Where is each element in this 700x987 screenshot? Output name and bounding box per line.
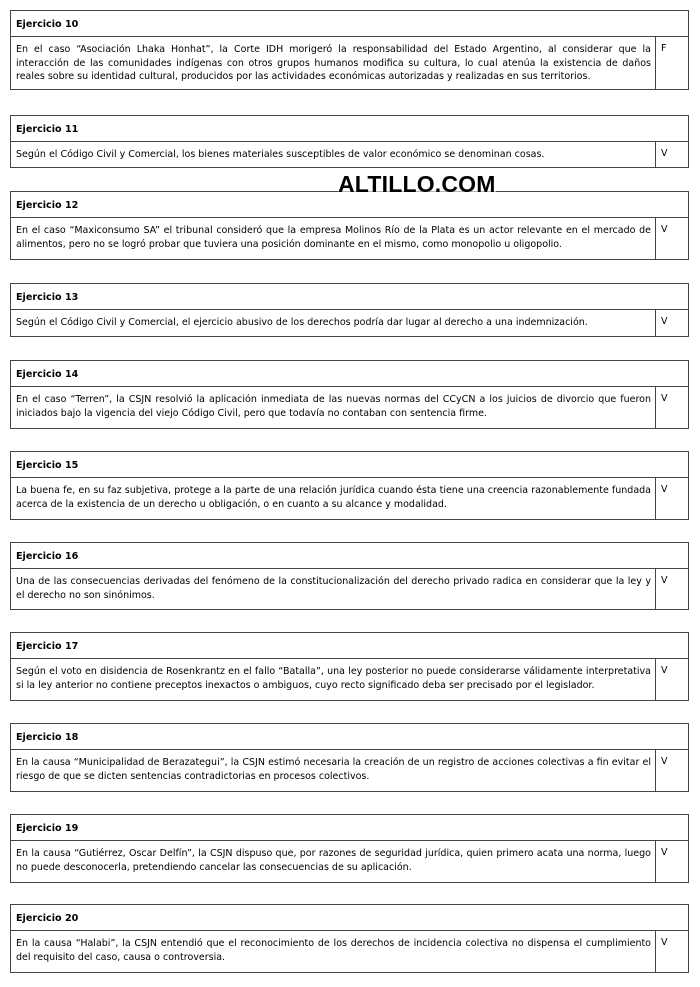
exercise-answer: V <box>661 148 668 159</box>
exercise-answer: V <box>661 756 668 767</box>
exercise-block <box>10 115 689 168</box>
exercise-block <box>10 10 689 90</box>
exercise-answer: V <box>661 393 668 404</box>
exercise-title: Ejercicio 14 <box>11 361 688 387</box>
exercise-block <box>10 723 689 792</box>
exercise-statement: En la causa “Halabi”, la CSJN entendió que el reconocimiento de los derechos de incidencia colectiva no dispensa el cumplimiento del requisito del caso, causa o controversia. <box>11 931 656 973</box>
exercise-title: Ejercicio 17 <box>11 633 688 659</box>
exercise-block <box>10 632 689 701</box>
exercise-answer: V <box>661 224 668 235</box>
exercise-title: Ejercicio 20 <box>11 905 688 931</box>
exercise-block <box>10 814 689 883</box>
exercise-statement: La buena fe, en su faz subjetiva, protege a la parte de una relación jurídica cuando ésta tiene una creencia razonablemente fundada acerca de la existencia de un derecho u obligación, o en cuanto a su alcance y modalidad. <box>11 478 656 520</box>
exercise-title: Ejercicio 18 <box>11 724 688 750</box>
exercise-block <box>10 904 689 973</box>
exercise-answer: F <box>661 43 667 54</box>
exercise-block <box>10 451 689 520</box>
exercise-answer: V <box>661 575 668 586</box>
exercise-answer: V <box>661 937 668 948</box>
watermark-text: ALTILLO.COM <box>338 171 496 197</box>
exercise-statement: En el caso “Asociación Lhaka Honhat”, la Corte IDH morigeró la responsabilidad del Estado Argentino, al considerar que la interacción de las comunidades indígenas con otros grupos humanos modifica su cultura, lo cual atenúa la existencia de daños reales sobre su identidad cultural, producidos por las actividades económicas autorizadas y realizadas en sus territorios. <box>11 37 656 90</box>
exercise-statement: Según el voto en disidencia de Rosenkrantz en el fallo “Batalla”, una ley posterior no puede considerarse válidamente interpretativa si la ley anterior no contiene preceptos inexactos o ambiguos, cuyo recto significado deba ser precisado por el legislador. <box>11 659 656 701</box>
exercise-statement: Según el Código Civil y Comercial, los bienes materiales susceptibles de valor económico se denominan cosas. <box>11 142 656 168</box>
exercise-statement: En la causa “Gutiérrez, Oscar Delfín”, la CSJN dispuso que, por razones de seguridad jurídica, quien primero acata una norma, luego no puede desconocerla, pretendiendo cancelar las consecuencias de su aplicación. <box>11 841 656 883</box>
exercise-answer: V <box>661 665 668 676</box>
exercise-title: Ejercicio 13 <box>11 284 688 310</box>
exercise-block <box>10 191 689 260</box>
exercise-title: Ejercicio 15 <box>11 452 688 478</box>
exercise-statement: En el caso “Maxiconsumo SA” el tribunal consideró que la empresa Molinos Río de la Plata es un actor relevante en el mercado de alimentos, pero no se logró probar que tuviera una posición dominante en el mismo, como monopolio u oligopolio. <box>11 218 656 260</box>
exercise-answer: V <box>661 316 668 327</box>
exercise-title: Ejercicio 12 <box>11 192 688 218</box>
exercise-title: Ejercicio 16 <box>11 543 688 569</box>
exercise-statement: En el caso “Terren”, la CSJN resolvió la aplicación inmediata de las nuevas normas del CCyCN a los juicios de divorcio que fueron iniciados bajo la vigencia del viejo Código Civil, pero que todavía no contaban con sentencia firme. <box>11 387 656 429</box>
exercise-title: Ejercicio 10 <box>11 11 688 37</box>
exercise-block <box>10 283 689 337</box>
exercise-answer: V <box>661 484 668 495</box>
exercise-statement: Según el Código Civil y Comercial, el ejercicio abusivo de los derechos podría dar lugar al derecho a una indemnización. <box>11 310 656 337</box>
exercise-statement: Una de las consecuencias derivadas del fenómeno de la constitucionalización del derecho privado radica en considerar que la ley y el derecho no son sinónimos. <box>11 569 656 610</box>
exercise-answer: V <box>661 847 668 858</box>
exercise-title: Ejercicio 11 <box>11 116 688 142</box>
exercise-block <box>10 360 689 429</box>
exercise-statement: En la causa “Municipalidad de Berazategui”, la CSJN estimó necesaria la creación de un registro de acciones colectivas a fin evitar el riesgo de que se dicten sentencias contradictorias en procesos colectivos. <box>11 750 656 792</box>
exercise-block <box>10 542 689 610</box>
exercise-title: Ejercicio 19 <box>11 815 688 841</box>
